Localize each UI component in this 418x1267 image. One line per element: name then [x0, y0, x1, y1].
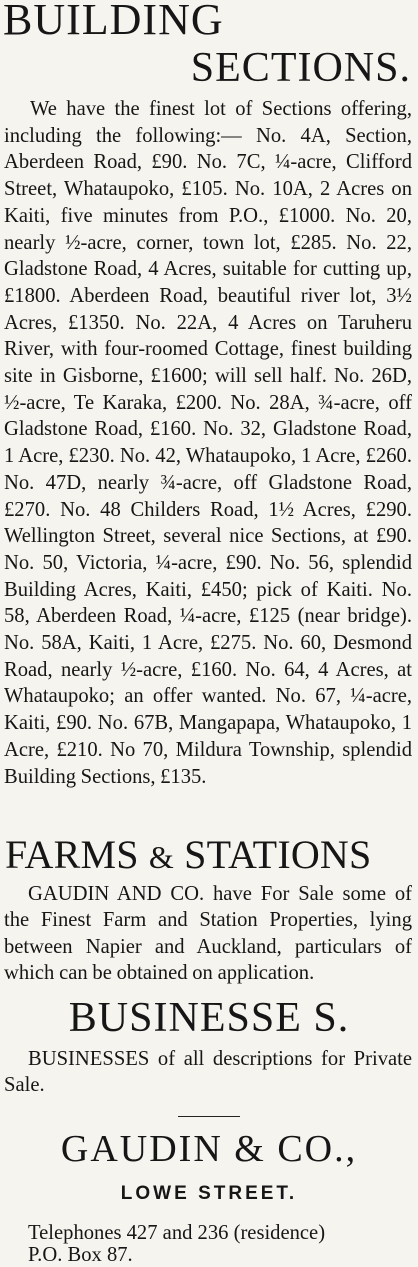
section-divider	[178, 1116, 240, 1117]
firm-telephones: Telephones 427 and 236 (residence)	[28, 1222, 326, 1244]
firm-street: LOWE STREET.	[120, 1183, 298, 1204]
businesses-paragraph: BUSINESSES of all descriptions for Private Sale.	[4, 1048, 412, 1097]
firm-name: GAUDIN & CO.,	[60, 1128, 358, 1170]
sections-listing-paragraph: We have the finest lot of Sections offering, including the following:— No. 4A, Section, Aberdeen Road, £90. No. 7C, ¼-acre, Clifford Street, Whataupoko, £105. No. 10A, 2 Acres on Kaiti, five minutes from P.O., £1000. No. 20, nearly ½-acre, corner, town lot, £285. No. 22, Gladstone Road, 4 Acres, suitable for cutting up, £1800. Aberdeen Road, beautiful river lot, 3½ Acres, £1350. No. 22A, 4 Acres on Taruheru River, with four-roomed Cottage, finest building site in Gisborne, £1600; will sell half. No. 26D, ½-acre, Te Karaka, £200. No. 28A, ¾-acre, off Gladstone Road, £160. No. 32, Gladstone Road, 1 Acre, £230. No. 42, Whataupoko, 1 Acre, £260. No. 47D, nearly ¾-acre, off Gladstone Road, £270. No. 48 Childers Road, 1½ Acres, £290. Wellington Street, several nice Sections, at £90. No. 50, Victoria, ¼-acre, £90. No. 56, splendid Building Acres, Kaiti, £450; pick of Kaiti. No. 58, Aberdeen Road, ¼-acre, £125 (near bridge). No. 58A, Kaiti, 1 Acre, £275. No. 60, Desmond Road, nearly ½-acre, £160. No. 64, 4 Acres, at Whataupoko; an offer wanted. No. 67, ¼-acre, Kaiti, £90. No. 67B, Mangapapa, Whataupoko, 1 Acre, £210. No 70, Mildura Township, splendid Building Sections, £135.	[4, 98, 412, 788]
farms-heading-word: FARMS	[5, 832, 139, 877]
building-heading: BUILDING	[3, 0, 224, 44]
stations-heading-word: STATIONS	[184, 832, 372, 877]
firm-po-box: P.O. Box 87.	[28, 1244, 133, 1266]
farms-stations-heading	[5, 834, 413, 878]
farms-stations-paragraph: GAUDIN AND CO. have For Sale some of the Finest Farm and Station Properties, lying between Napier and Auckland, particulars of which can be obtained on application.	[4, 883, 412, 984]
businesses-heading: BUSINESSE S.	[68, 995, 350, 1041]
ampersand-glyph: &	[148, 839, 174, 875]
sections-heading: SECTIONS.	[190, 45, 411, 91]
